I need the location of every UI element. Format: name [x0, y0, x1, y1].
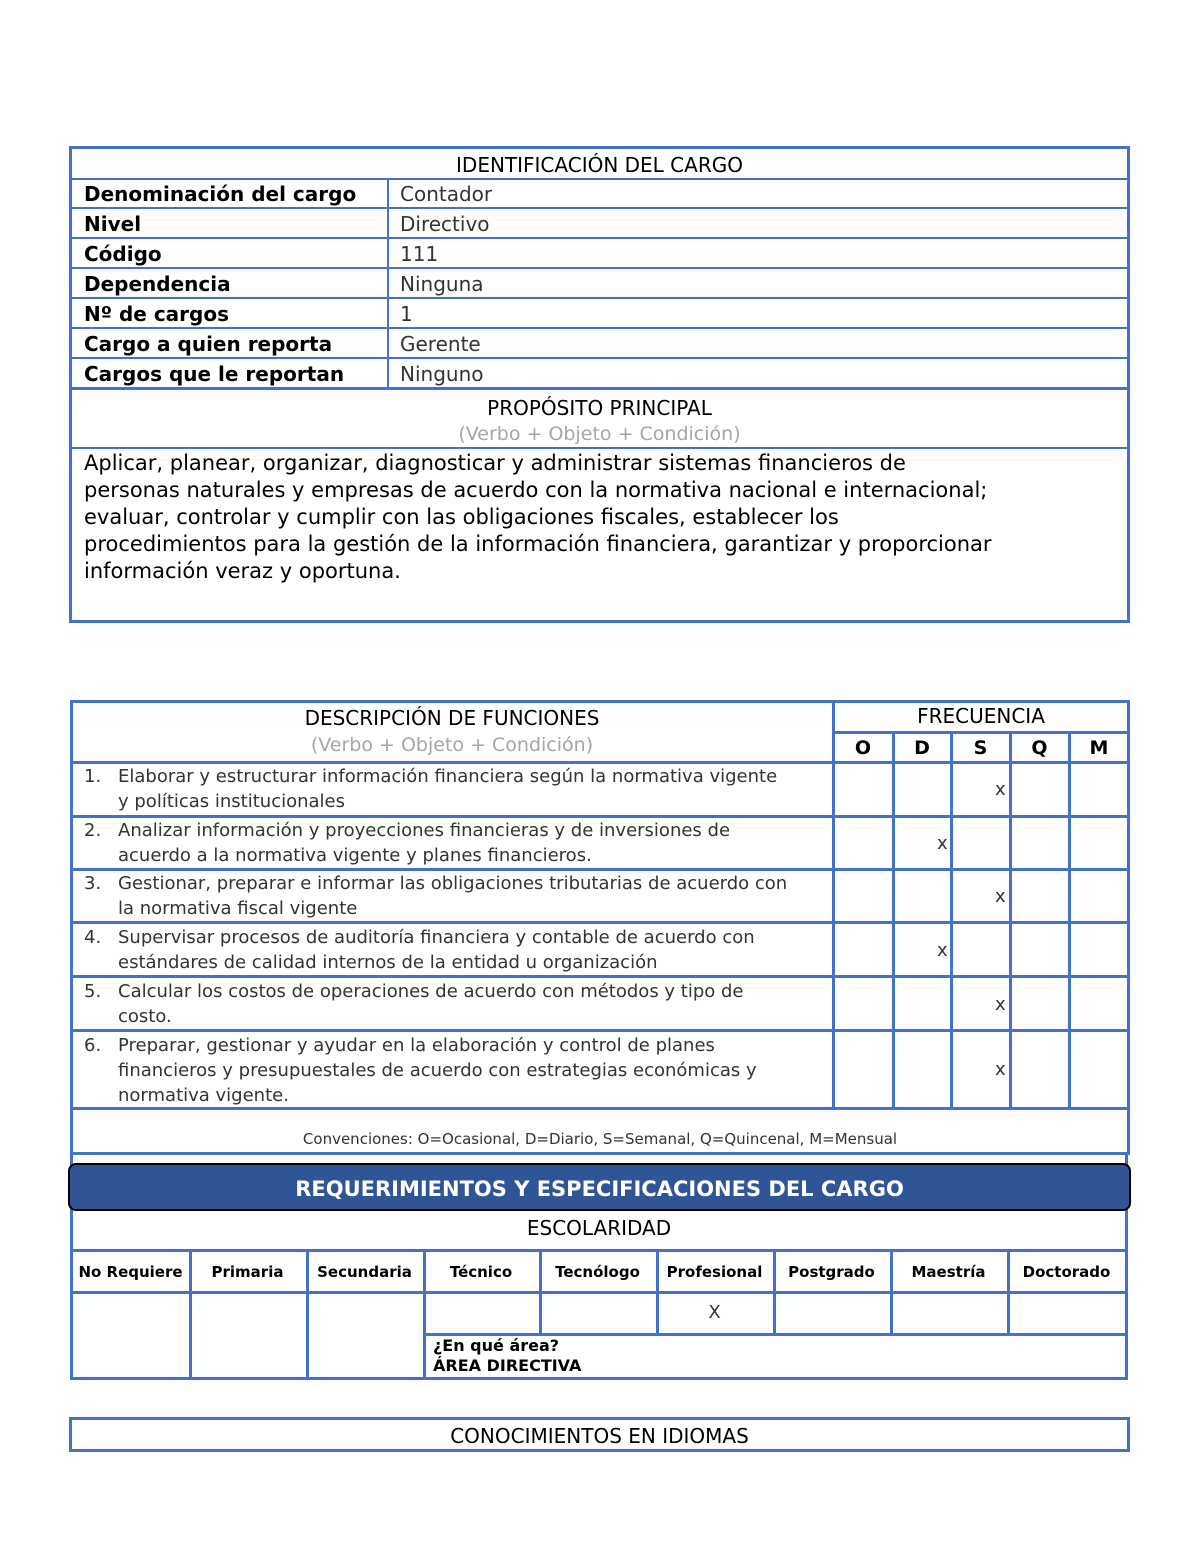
convenciones-note: Convenciones: O=Ocasional, D=Diario, S=Semanal, Q=Quincenal, M=Mensual: [302, 1130, 898, 1148]
freq-mark: x: [937, 940, 948, 961]
funcion-text: Analizar información y proyecciones financieras y de inversiones de: [118, 820, 731, 841]
funcion-num: 1.: [84, 766, 102, 787]
freq-mark: x: [995, 886, 1006, 907]
value-le-reportan: Ninguno: [400, 362, 484, 386]
escolaridad-title: ESCOLARIDAD: [526, 1216, 672, 1240]
value-nivel: Directivo: [400, 212, 490, 236]
level-maestria: Maestría: [911, 1263, 986, 1281]
proposito-line: información veraz y oportuna.: [84, 559, 401, 583]
level-postgrado: Postgrado: [788, 1263, 875, 1281]
funcion-num: 4.: [84, 927, 102, 948]
funcion-text: estándares de calidad internos de la entidad u organización: [118, 952, 658, 973]
funcion-num: 2.: [84, 820, 102, 841]
funcion-text: Gestionar, preparar e informar las obligaciones tributarias de acuerdo con: [118, 873, 788, 894]
funcion-text: normativa vigente.: [118, 1085, 289, 1106]
proposito-title: PROPÓSITO PRINCIPAL: [487, 396, 712, 420]
funciones-title: DESCRIPCIÓN DE FUNCIONES: [304, 706, 600, 730]
proposito-subtitle: (Verbo + Objeto + Condición): [458, 423, 741, 445]
requerimientos-banner-title: REQUERIMIENTOS Y ESPECIFICACIONES DEL CARGO: [295, 1177, 904, 1201]
freq-header-q: Q: [1031, 737, 1048, 759]
identificacion-title: IDENTIFICACIÓN DEL CARGO: [456, 153, 743, 177]
area-value: ÁREA DIRECTIVA: [433, 1356, 582, 1375]
label-nivel: Nivel: [84, 212, 142, 236]
profesional-mark: X: [708, 1302, 721, 1323]
funcion-text: costo.: [118, 1006, 172, 1027]
level-profesional: Profesional: [666, 1263, 763, 1281]
label-denominacion: Denominación del cargo: [84, 182, 357, 206]
proposito-line: evaluar, controlar y cumplir con las obligaciones fiscales, establecer los: [84, 505, 839, 529]
funcion-text: financieros y presupuestales de acuerdo con estrategias económicas y: [118, 1060, 757, 1081]
area-question: ¿En qué área?: [433, 1336, 560, 1355]
funcion-text: Elaborar y estructurar información financiera según la normativa vigente: [118, 766, 778, 787]
funcion-text: la normativa fiscal vigente: [118, 898, 358, 919]
proposito-line: procedimientos para la gestión de la información financiera, garantizar y proporcionar: [84, 532, 992, 556]
label-le-reportan: Cargos que le reportan: [84, 362, 345, 386]
funcion-text: y políticas institucionales: [118, 791, 346, 812]
value-codigo: 111: [400, 242, 439, 266]
freq-header-o: O: [854, 737, 872, 759]
label-num-cargos: Nº de cargos: [84, 302, 229, 326]
funcion-text: Calcular los costos de operaciones de acuerdo con métodos y tipo de: [118, 981, 744, 1002]
freq-header-m: M: [1089, 737, 1109, 759]
level-primaria: Primaria: [211, 1263, 284, 1281]
freq-header-d: D: [914, 737, 930, 759]
funcion-text: Supervisar procesos de auditoría financiera y contable de acuerdo con: [118, 927, 755, 948]
label-codigo: Código: [84, 242, 162, 266]
level-secundaria: Secundaria: [317, 1263, 412, 1281]
value-denominacion: Contador: [400, 182, 493, 206]
freq-header-s: S: [973, 737, 988, 759]
funcion-num: 6.: [84, 1035, 102, 1056]
freq-mark: x: [937, 833, 948, 854]
level-no-requiere: No Requiere: [78, 1263, 183, 1281]
proposito-line: Aplicar, planear, organizar, diagnosticar y administrar sistemas financieros de: [84, 451, 906, 475]
frecuencia-title: FRECUENCIA: [917, 704, 1045, 728]
value-num-cargos: 1: [400, 302, 413, 326]
level-tecnologo: Tecnólogo: [555, 1263, 640, 1281]
level-doctorado: Doctorado: [1022, 1263, 1111, 1281]
label-dependencia: Dependencia: [84, 272, 231, 296]
funcion-num: 5.: [84, 981, 102, 1002]
proposito-line: personas naturales y empresas de acuerdo con la normativa nacional e internacional;: [84, 478, 988, 502]
value-dependencia: Ninguna: [400, 272, 484, 296]
idiomas-title: CONOCIMIENTOS EN IDIOMAS: [450, 1424, 749, 1448]
funcion-text: Preparar, gestionar y ayudar en la elaboración y control de planes: [118, 1035, 715, 1056]
funcion-num: 3.: [84, 873, 102, 894]
funciones-subtitle: (Verbo + Objeto + Condición): [310, 734, 594, 756]
freq-mark: x: [995, 779, 1006, 800]
freq-mark: x: [995, 1059, 1006, 1080]
label-reporta: Cargo a quien reporta: [84, 332, 333, 356]
level-tecnico: Técnico: [449, 1263, 513, 1281]
value-reporta: Gerente: [400, 332, 481, 356]
freq-mark: x: [995, 994, 1006, 1015]
funcion-text: acuerdo a la normativa vigente y planes financieros.: [118, 845, 592, 866]
